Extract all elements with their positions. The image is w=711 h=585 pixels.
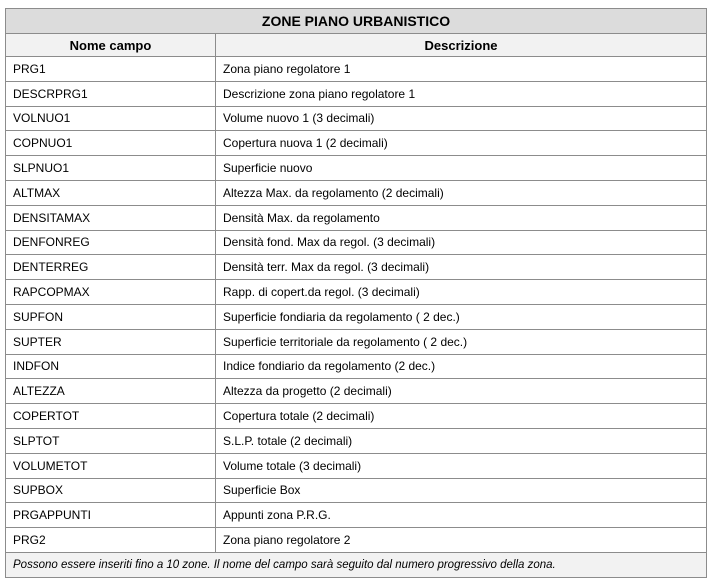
table-row (6, 329, 707, 354)
field-name-cell: DENSITAMAX (6, 205, 216, 230)
field-description-cell: Superficie fondiaria da regolamento ( 2 dec.) (216, 304, 707, 329)
table-row (6, 354, 707, 379)
table-row (6, 205, 707, 230)
field-description-cell: Densità fond. Max da regol. (3 decimali) (216, 230, 707, 255)
field-name-cell: VOLUMETOT (6, 453, 216, 478)
field-description-cell: Indice fondiario da regolamento (2 dec.) (216, 354, 707, 379)
table-row (6, 106, 707, 131)
field-name-cell: SUPFON (6, 304, 216, 329)
table-title-row (6, 9, 707, 34)
table-note-row (6, 552, 707, 577)
field-description-cell: S.L.P. totale (2 decimali) (216, 428, 707, 453)
field-name-cell: VOLNUO1 (6, 106, 216, 131)
field-name-cell: SUPTER (6, 329, 216, 354)
table-row (6, 230, 707, 255)
field-description-cell: Altezza da progetto (2 decimali) (216, 379, 707, 404)
field-description-cell: Zona piano regolatore 2 (216, 528, 707, 553)
table-row (6, 255, 707, 280)
field-description-cell: Volume totale (3 decimali) (216, 453, 707, 478)
field-description-cell: Zona piano regolatore 1 (216, 57, 707, 82)
field-description-cell: Rapp. di copert.da regol. (3 decimali) (216, 280, 707, 305)
field-name-cell: ALTMAX (6, 180, 216, 205)
field-name-cell: SLPNUO1 (6, 156, 216, 181)
column-header-description: Descrizione (216, 34, 707, 57)
field-description-cell: Superficie Box (216, 478, 707, 503)
field-name-cell: COPERTOT (6, 404, 216, 429)
table-row (6, 131, 707, 156)
table-body (6, 57, 707, 553)
column-header-name: Nome campo (6, 34, 216, 57)
table-row (6, 453, 707, 478)
field-description-cell: Superficie nuovo (216, 156, 707, 181)
field-name-cell: PRGAPPUNTI (6, 503, 216, 528)
table-row (6, 478, 707, 503)
table-row (6, 180, 707, 205)
table-row (6, 57, 707, 82)
table-row (6, 81, 707, 106)
field-description-cell: Densità Max. da regolamento (216, 205, 707, 230)
field-name-cell: COPNUO1 (6, 131, 216, 156)
table-row (6, 404, 707, 429)
table-row (6, 304, 707, 329)
table-row (6, 528, 707, 553)
field-name-cell: PRG2 (6, 528, 216, 553)
table-row (6, 503, 707, 528)
field-name-cell: INDFON (6, 354, 216, 379)
table-row (6, 280, 707, 305)
field-name-cell: ALTEZZA (6, 379, 216, 404)
zone-piano-urbanistico-table (5, 8, 707, 578)
table-footnote: Possono essere inseriti fino a 10 zone. Il nome del campo sarà seguito dal numero progressivo della zona. (6, 552, 707, 577)
field-description-cell: Volume nuovo 1 (3 decimali) (216, 106, 707, 131)
field-description-cell: Copertura nuova 1 (2 decimali) (216, 131, 707, 156)
field-name-cell: DESCRPRG1 (6, 81, 216, 106)
field-description-cell: Appunti zona P.R.G. (216, 503, 707, 528)
field-name-cell: DENFONREG (6, 230, 216, 255)
field-description-cell: Superficie territoriale da regolamento ( 2 dec.) (216, 329, 707, 354)
field-name-cell: RAPCOPMAX (6, 280, 216, 305)
field-name-cell: SLPTOT (6, 428, 216, 453)
table-row (6, 379, 707, 404)
table-row (6, 156, 707, 181)
field-name-cell: SUPBOX (6, 478, 216, 503)
field-description-cell: Copertura totale (2 decimali) (216, 404, 707, 429)
table-header-row (6, 34, 707, 57)
field-description-cell: Descrizione zona piano regolatore 1 (216, 81, 707, 106)
field-description-cell: Densità terr. Max da regol. (3 decimali) (216, 255, 707, 280)
field-name-cell: DENTERREG (6, 255, 216, 280)
table-title: ZONE PIANO URBANISTICO (6, 9, 707, 34)
table-row (6, 428, 707, 453)
field-name-cell: PRG1 (6, 57, 216, 82)
field-description-cell: Altezza Max. da regolamento (2 decimali) (216, 180, 707, 205)
